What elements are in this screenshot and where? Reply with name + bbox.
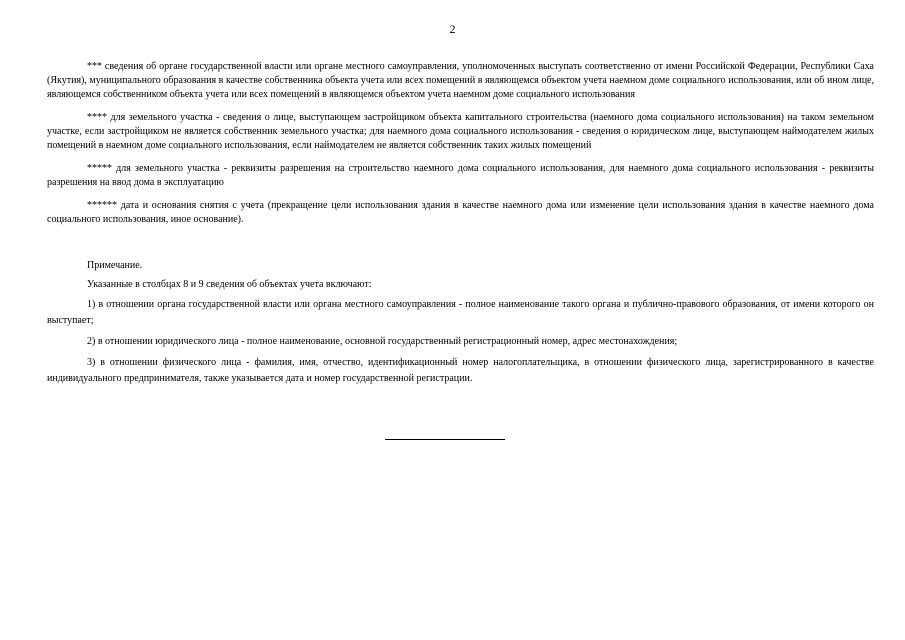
end-separator-line: [385, 439, 505, 440]
note-intro: Указанные в столбцах 8 и 9 сведения об объектах учета включают:: [87, 279, 372, 290]
footnote-5-stars: ***** для земельного участка - реквизиты разрешения на строительство наемного дома социального использования, для наемного дома социального использования - реквизиты разрешения на ввод дома в эксплуатацию: [47, 163, 874, 188]
page-number: 2: [449, 22, 456, 36]
footnote-3-stars: *** сведения об органе государственной власти или органе местного самоуправления, уполномоченных выступать соответственно от имени Российской Федерации, Республики Саха (Якутия), муниципального образования в качестве собственника объекта учета или всех помещений в являющемся объектом учета наемном доме социального использования, или об ином лице, являющемся собственником объекта учета или всех помещений в являющемся объектом учета наемном доме социального использования: [47, 61, 874, 100]
note-item-3: 3) в отношении физического лица - фамилия, имя, отчество, идентификационный номер налогоплательщика, в отношении физического лица, зарегистрированного в качестве индивидуального предпринимателя, также указывается дата и номер государственной регистрации.: [47, 357, 874, 384]
document-body: [47, 60, 874, 387]
note-title: Примечание.: [87, 260, 143, 271]
footnote-4-stars: **** для земельного участка - сведения о лице, выступающем застройщиком объекта капитального строительства (наемного дома социального использования) на таком земельном участке, если застройщиком не является собственник земельного участка; для наемного дома социального использования - сведения о юридическом лице, выступающем наймодателем жилых помещений в наемном доме социального использования, если наймодателем не является собственник таких жилых помещений: [47, 112, 874, 151]
footnote-6-stars: ****** дата и основания снятия с учета (прекращение цели использования здания в качестве наемного дома или изменение цели использования здания в качестве наемного дома социального использования, иное основание).: [47, 200, 874, 225]
note-item-2: 2) в отношении юридического лица - полное наименование, основной государственный регистрационный номер, адрес местонахождения;: [87, 336, 678, 347]
note-item-1: 1) в отношении органа государственной власти или органа местного самоуправления - полное наименование такого органа и публично-правового образования, от имени которого он выступает;: [47, 299, 874, 326]
